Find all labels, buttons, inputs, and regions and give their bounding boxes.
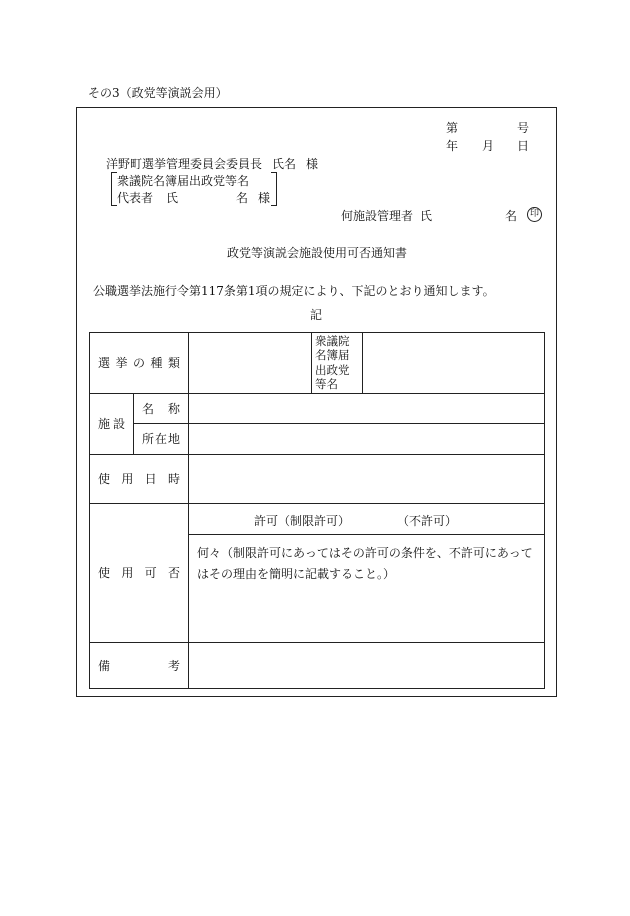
value-remarks[interactable] [189, 642, 545, 688]
bracket-shi: 氏 [166, 191, 179, 205]
table-row [90, 642, 545, 688]
table-row [90, 454, 545, 503]
bracket-party-name: 衆議院名簿届出政党等名 [117, 174, 250, 188]
addressee-name: 氏名 [272, 157, 297, 171]
sender-role: 何施設管理者 [341, 209, 414, 223]
sender-shi: 氏 [420, 209, 433, 223]
label-usage-datetime: 使用日時 [90, 454, 189, 503]
date-month: 月 [482, 139, 495, 153]
label-facility-location: 所在地 [134, 423, 189, 454]
permit-option: 許可（制限許可） [254, 513, 351, 528]
value-election-type[interactable] [189, 333, 312, 394]
number-go: 号 [517, 121, 530, 135]
addressee-title: 洋野町選挙管理委員会委員長 [106, 157, 263, 171]
date-year: 年 [446, 139, 459, 153]
document-title: 政党等演説会施設使用可否通知書 [227, 246, 408, 260]
table-row [90, 423, 545, 454]
value-party-name[interactable] [363, 333, 545, 394]
label-party-name: 衆議院名簿届出政党等名 [312, 333, 363, 394]
bracket-mei: 名 [236, 191, 249, 205]
body-text: 公職選挙法施行令第117条第1項の規定により、下記のとおり通知します。 [93, 284, 495, 298]
label-facility-name: 名称 [134, 393, 189, 423]
table-row [90, 393, 545, 423]
label-election-type: 選挙の種類 [90, 333, 189, 394]
ki-label: 記 [310, 308, 323, 322]
value-usage-datetime[interactable] [189, 454, 545, 503]
addressee-honorific: 様 [306, 157, 319, 171]
table-row [90, 503, 545, 534]
table-row [90, 333, 545, 394]
deny-option: （不許可） [397, 513, 458, 528]
seal-icon: 印 [527, 207, 542, 222]
bracket-representative: 代表者 [117, 191, 154, 205]
label-permission: 使用可否 [90, 503, 189, 642]
sender-mei: 名 [505, 209, 518, 223]
value-facility-name[interactable] [189, 393, 545, 423]
value-permission-options[interactable] [189, 503, 545, 534]
value-facility-location[interactable] [189, 423, 545, 454]
bracket-honorific: 様 [258, 191, 271, 205]
label-facility: 施設 [90, 393, 134, 454]
form-label: その3（政党等演説会用） [88, 86, 228, 100]
date-day: 日 [517, 139, 530, 153]
bracket-right [271, 172, 277, 206]
note-instruction: 何々（制限許可にあってはその許可の条件を、不許可にあってはその理由を簡明に記載すること。） [189, 534, 545, 642]
label-remarks: 備考 [90, 642, 189, 688]
number-dai: 第 [446, 121, 459, 135]
notification-table [89, 332, 545, 689]
